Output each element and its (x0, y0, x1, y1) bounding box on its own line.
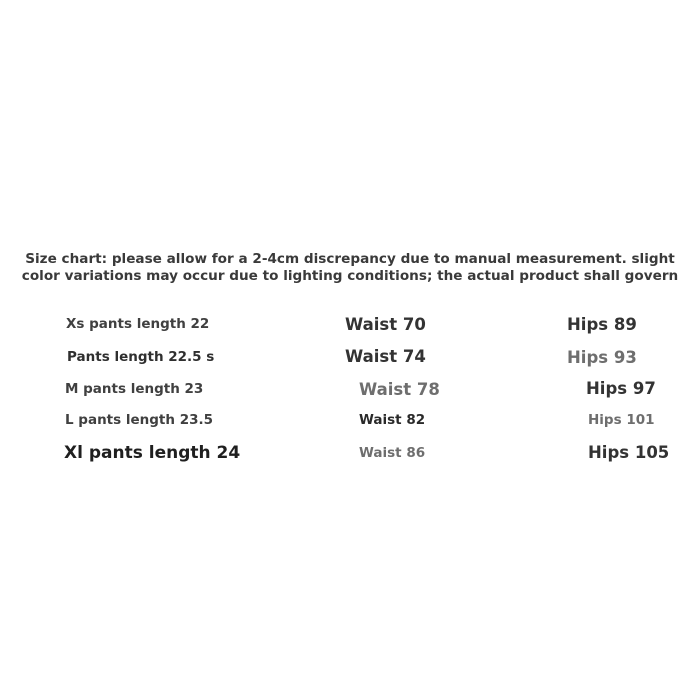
waist-cell: Waist 74 (345, 347, 426, 366)
size-cell: L pants length 23.5 (65, 412, 214, 428)
notice-line-2: color variations may occur due to lighting conditions; the actual product shall govern (21, 268, 679, 284)
hips-cell: Hips 89 (567, 315, 637, 334)
notice-line-1: Size chart: please allow for a 2-4cm discrepancy due to manual measurement. slight (25, 251, 675, 267)
size-cell: Xs pants length 22 (66, 316, 210, 332)
waist-cell: Waist 78 (359, 380, 440, 399)
hips-cell: Hips 93 (567, 348, 637, 367)
size-cell: M pants length 23 (65, 381, 204, 397)
size-cell: Pants length 22.5 s (67, 349, 215, 365)
hips-cell: Hips 105 (588, 443, 670, 462)
size-chart-notice (0, 251, 700, 285)
hips-cell: Hips 97 (586, 379, 656, 398)
waist-cell: Waist 70 (345, 315, 426, 334)
waist-cell: Waist 86 (359, 445, 426, 461)
size-cell: Xl pants length 24 (64, 443, 241, 463)
waist-cell: Waist 82 (359, 412, 426, 428)
hips-cell: Hips 101 (588, 412, 655, 428)
